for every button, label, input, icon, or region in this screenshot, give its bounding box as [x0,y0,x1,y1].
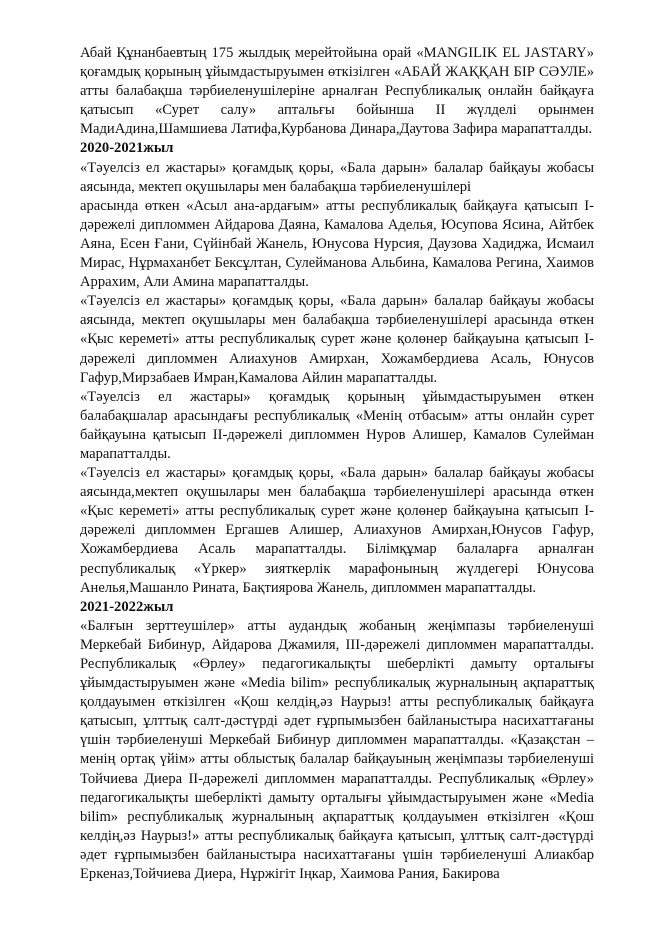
document-body [80,44,594,884]
paragraph: «Тәуелсіз ел жастары» қоғамдық қорының ұйымдастыруымен өткен балабақшалар арасындағы республикалық «Менің отбасым» атты онлайн сурет байқауына қатысып II-дәрежелі дипломмен Нуров Алишер, Камалов Сулейман марапатталды. [80,388,594,462]
year-heading: 2021-2022жыл [80,598,174,615]
paragraph: «Балғын зерттеушілер» атты аудандық жобаның жеңімпазы тәрбиеленуші Меркебай Бибинур, Айдарова Джамиля, ІІІ-дәрежелі дипломмен марапатталды. Республикалық «Өрлеу» педагогикалықты шеберлікті дамыту орталығы ұйымдастыруымен және «Media bilim» республикалық журналының ақпараттық қолдауымен өткізілген «Қош келдің,әз Наурыз! атты республикалық байқауға қатысып, ұлттық салт-дәстүрді әдет ғұрпымызбен байланыстыра насихаттағаны үшін тәрбиеленуші Меркебай Бибинур дипломмен марапатталды. «Қазақстан – менің ортақ үйім» атты облыстық балалар байқауының жеңімпазы тәрбиеленуші Тойчиева Диера II-дәрежелі дипломмен марапатталды. Республикалық «Өрлеу» педагогикалықты шеберлікті дамыту орталығы ұйымдастыруымен және «Media bilim» республикалық журналының ақпараттық қолдауымен өткізілген «Қош келдің,әз Наурыз!» атты республикалық байқауға қатысып, ұлттық салт-дәстүрді әдет ғұрпымызбен байланыстыра насихаттағаны үшін тәрбиеленуші Алиакбар Еркеназ,Тойчиева Диера, Нұржігіт Іңкар, Хаимова Рания, Бакирова [80,617,594,883]
paragraph: «Тәуелсіз ел жастары» қоғамдық қоры, «Бала дарын» балалар байқауы жобасы аясында,мектеп оқушылары мен балабақша тәрбиеленушілері арасында өткен «Қыс кереметі» атты республикалық сурет және қолөнер байқауына қатысып І-дәрежелі дипломмен Ергашев Алишер, Алиахунов Амирхан,Юнусов Гафур, Хожамбердиева Асаль марапатталды. Білімқұмар балаларға арналған республикалық «Үркер» зияткерлік марафонының жүлдегері Юнусова Анелья,Машанло Рината, Бақтиярова Жанель, дипломмен марапатталды. [80,465,594,596]
year-heading: 2020-2021жыл [80,140,174,157]
paragraph: арасында өткен «Асыл ана-ардағым» атты республикалық байқауға қатысып І-дәрежелі дипломмен Айдарова Даяна, Камалова Аделья, Юсупова Ясина, Айтбек Аяна, Есен Ғани, Сүйінбай Жанель, Юнусова Нурсия, Даузова Хадиджа, Исмаил Мирас, Нұрмаханбет Бексұлтан, Сулейманова Альбина, Камалова Регина, Хаимов Аррахим, Али Амина марапатталды. [80,197,594,291]
paragraph: «Тәуелсіз ел жастары» қоғамдық қоры, «Бала дарын» балалар байқауы жобасы аясында, мектеп оқушылары мен балабақша тәрбиеленушілері [80,159,594,195]
paragraph: «Тәуелсіз ел жастары» қоғамдық қоры, «Бала дарын» балалар байқауы жобасы аясында, мектеп оқушылары мен балабақша тәрбиеленушілері арасында өткен «Қыс кереметі» атты республикалық сурет және қолөнер байқауына қатысып І-дәрежелі дипломмен Алиахунов Амирхан, Хожамбердиева Асаль, Юнусов Гафур,Мирзабаев Имран,Камалова Айлин марапатталды. [80,293,594,386]
paragraph: Абай Құнанбаевтың 175 жылдық мерейтойына орай «MANGILIK EL JASTARY» қоғамдық қорының ұйымдастыруымен өткізілген «АБАЙ ЖАҚҚАН БІР СӘУЛЕ» атты балабақша тәрбиеленушілеріне арналған Республикалық онлайн байқауға қатысып «Сурет салу» аптальғы бойынша II жүлделі орынмен МадиАдина,Шамшиева Латифа,Курбанова Динара,Даутова Зафира марапатталды. [80,45,594,138]
